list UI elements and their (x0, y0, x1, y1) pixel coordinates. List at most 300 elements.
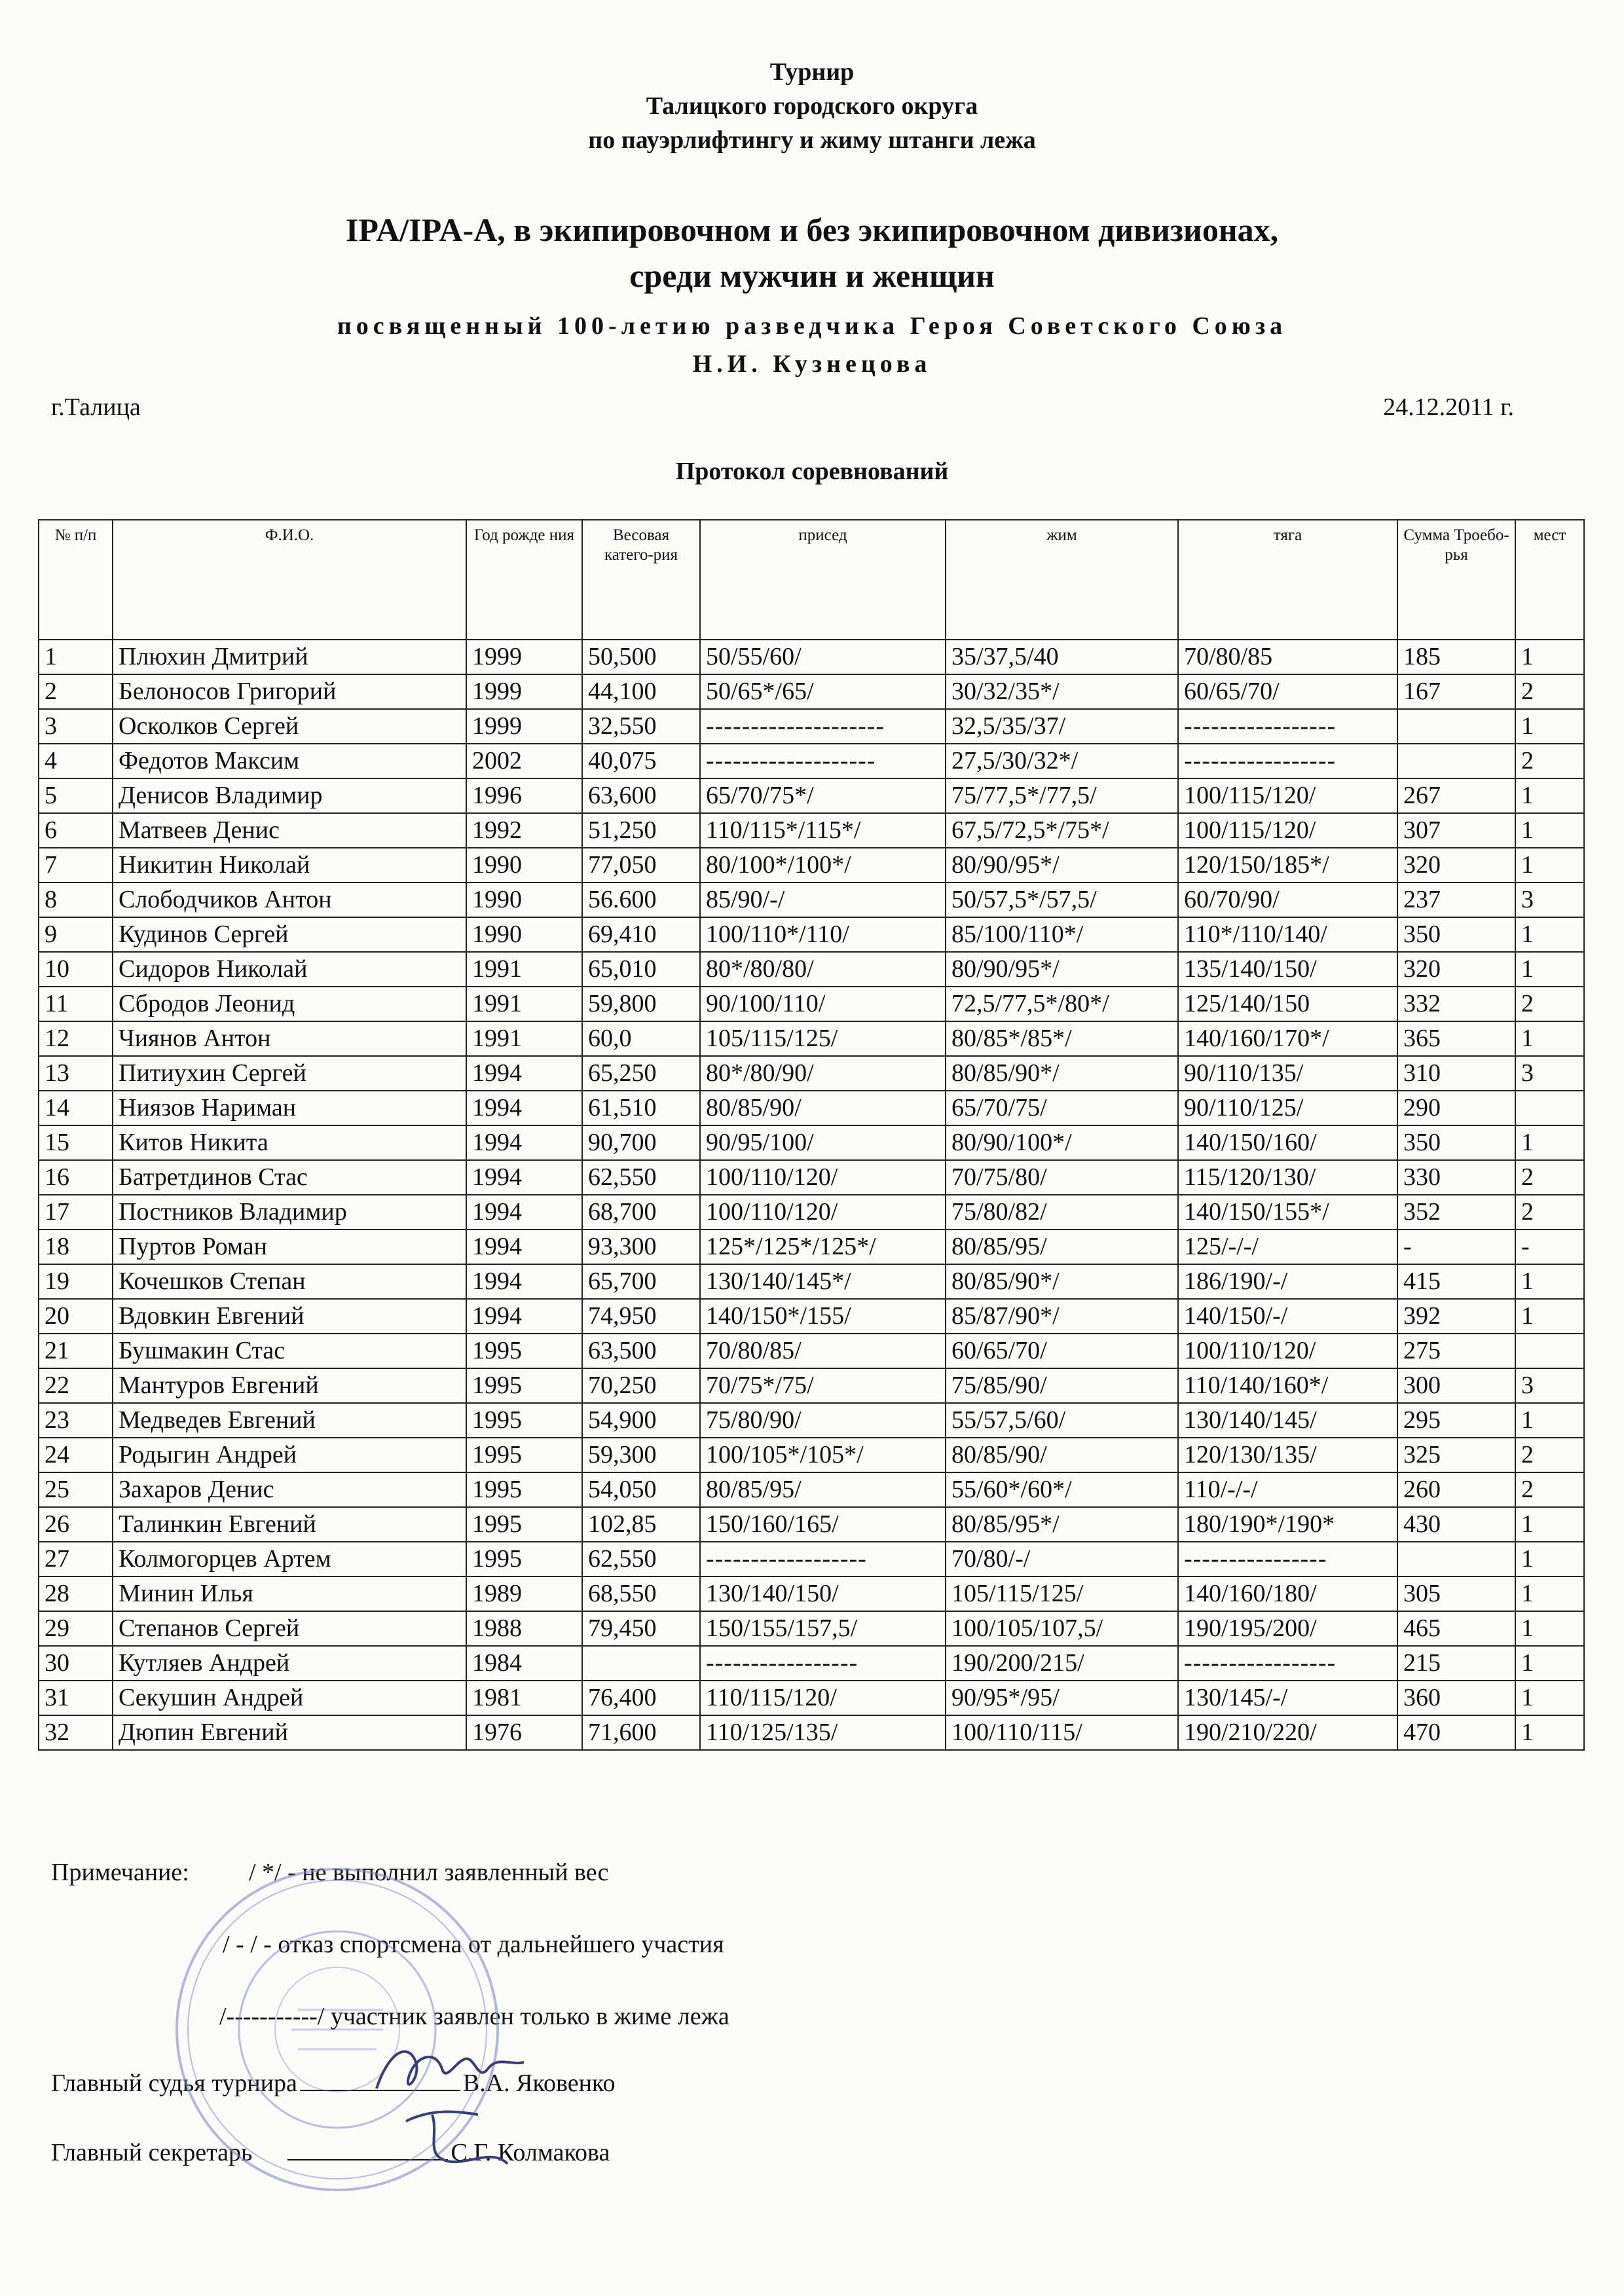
cell-bench: 80/85/95*/ (946, 1507, 1178, 1542)
header-line-1: Турнир (769, 58, 855, 86)
cell-number: 7 (39, 848, 113, 883)
cell-deadlift: 125/-/-/ (1178, 1230, 1397, 1264)
cell-total: 320 (1397, 848, 1515, 883)
cell-deadlift: 190/195/200/ (1178, 1611, 1397, 1646)
cell-place: 2 (1515, 1438, 1584, 1472)
cell-number: 22 (39, 1368, 113, 1403)
cell-number: 8 (39, 883, 113, 917)
cell-weight-class: 102,85 (582, 1507, 700, 1542)
cell-total: 215 (1397, 1646, 1515, 1681)
cell-place: 2 (1515, 987, 1584, 1021)
cell-squat: 85/90/-/ (700, 883, 946, 917)
table-row (39, 1681, 1584, 1715)
cell-deadlift: ----------------- (1178, 709, 1397, 744)
cell-squat: ----------------- (700, 1646, 946, 1681)
table-row (39, 813, 1584, 848)
table-row (39, 1403, 1584, 1438)
cell-total: 470 (1397, 1715, 1515, 1750)
note-failed-attempt: / */ - не выполнил заявленный вес (249, 1859, 609, 1886)
cell-place: 1 (1515, 1542, 1584, 1576)
cell-weight-class: 51,250 (582, 813, 700, 848)
cell-bench: 75/80/82/ (946, 1195, 1178, 1230)
cell-total: 237 (1397, 883, 1515, 917)
cell-number: 14 (39, 1091, 113, 1125)
cell-name: Медведев Евгений (113, 1403, 466, 1438)
cell-number: 15 (39, 1125, 113, 1160)
table-row (39, 778, 1584, 813)
cell-bench: 35/37,5/40 (946, 640, 1178, 674)
cell-weight-class: 68,700 (582, 1195, 700, 1230)
table-header-row (39, 520, 1584, 640)
cell-deadlift: ----------------- (1178, 1646, 1397, 1681)
cell-bench: 32,5/35/37/ (946, 709, 1178, 744)
cell-place: 1 (1515, 1715, 1584, 1750)
cell-number: 12 (39, 1021, 113, 1056)
cell-bench: 27,5/30/32*/ (946, 744, 1178, 778)
cell-birth-year: 1995 (466, 1438, 582, 1472)
cell-deadlift: ---------------- (1178, 1542, 1397, 1576)
cell-total: 185 (1397, 640, 1515, 674)
cell-number: 18 (39, 1230, 113, 1264)
cell-name: Степанов Сергей (113, 1611, 466, 1646)
cell-total: 332 (1397, 987, 1515, 1021)
col-header-weight-class: Весовая катего-рия (582, 520, 700, 640)
cell-squat: -------------------- (700, 709, 946, 744)
cell-total: 310 (1397, 1056, 1515, 1091)
cell-name: Постников Владимир (113, 1195, 466, 1230)
cell-place: 1 (1515, 1021, 1584, 1056)
table-row (39, 709, 1584, 744)
cell-squat: 90/100/110/ (700, 987, 946, 1021)
cell-deadlift: 135/140/150/ (1178, 952, 1397, 987)
cell-name: Ниязов Нариман (113, 1091, 466, 1125)
cell-squat: 150/160/165/ (700, 1507, 946, 1542)
cell-total: 365 (1397, 1021, 1515, 1056)
cell-name: Родыгин Андрей (113, 1438, 466, 1472)
cell-name: Никитин Николай (113, 848, 466, 883)
cell-squat: ------------------- (700, 744, 946, 778)
cell-squat: 80/85/90/ (700, 1091, 946, 1125)
cell-number: 3 (39, 709, 113, 744)
header-hero-name: Н.И. Кузнецова (692, 350, 932, 378)
cell-deadlift: 140/160/180/ (1178, 1576, 1397, 1611)
cell-squat: 110/115/120/ (700, 1681, 946, 1715)
cell-weight-class: 71,600 (582, 1715, 700, 1750)
cell-deadlift: 140/150/160/ (1178, 1125, 1397, 1160)
cell-deadlift: 190/210/220/ (1178, 1715, 1397, 1750)
cell-deadlift: 130/140/145/ (1178, 1403, 1397, 1438)
cell-place: 1 (1515, 1299, 1584, 1334)
cell-squat: 80/100*/100*/ (700, 848, 946, 883)
judge-name: В.А. Яковенко (462, 2069, 616, 2097)
cell-place: 1 (1515, 1264, 1584, 1299)
cell-bench: 75/77,5*/77,5/ (946, 778, 1178, 813)
cell-place: 1 (1515, 1125, 1584, 1160)
results-body (39, 640, 1584, 1750)
cell-name: Захаров Денис (113, 1472, 466, 1507)
secretary-signature-line (287, 2140, 448, 2160)
cell-place: 1 (1515, 952, 1584, 987)
cell-total: 325 (1397, 1438, 1515, 1472)
cell-birth-year: 1994 (466, 1230, 582, 1264)
cell-weight-class: 77,050 (582, 848, 700, 883)
table-row (39, 1334, 1584, 1368)
cell-weight-class: 68,550 (582, 1576, 700, 1611)
cell-name: Сбродов Леонид (113, 987, 466, 1021)
cell-bench: 55/60*/60*/ (946, 1472, 1178, 1507)
cell-total: 352 (1397, 1195, 1515, 1230)
secretary-name: С.Г. Колмакова (451, 2139, 610, 2166)
cell-birth-year: 1990 (466, 848, 582, 883)
cell-birth-year: 1991 (466, 1021, 582, 1056)
cell-name: Сидоров Николай (113, 952, 466, 987)
cell-place: 3 (1515, 1056, 1584, 1091)
cell-place: 3 (1515, 883, 1584, 917)
table-row (39, 1299, 1584, 1334)
col-header-bench: жим (946, 520, 1178, 640)
protocol-title: Протокол соревнований (675, 458, 949, 485)
cell-place (1515, 1334, 1584, 1368)
cell-birth-year: 1990 (466, 917, 582, 952)
cell-place: 2 (1515, 1195, 1584, 1230)
col-header-squat: присед (700, 520, 946, 640)
cell-name: Федотов Максим (113, 744, 466, 778)
cell-birth-year: 1981 (466, 1681, 582, 1715)
header-line-3: по пауэрлифтингу и жиму штанги лежа (588, 126, 1036, 154)
cell-place (1515, 1091, 1584, 1125)
cell-deadlift: 90/110/135/ (1178, 1056, 1397, 1091)
cell-total: 305 (1397, 1576, 1515, 1611)
cell-name: Слободчиков Антон (113, 883, 466, 917)
cell-name: Кочешков Степан (113, 1264, 466, 1299)
cell-squat: 100/110/120/ (700, 1195, 946, 1230)
cell-weight-class: 56.600 (582, 883, 700, 917)
col-header-total: Сумма Троебо-рья (1397, 520, 1515, 640)
cell-squat: 75/80/90/ (700, 1403, 946, 1438)
cell-deadlift: 140/150/-/ (1178, 1299, 1397, 1334)
cell-number: 4 (39, 744, 113, 778)
cell-bench: 80/85/95/ (946, 1230, 1178, 1264)
cell-total: 465 (1397, 1611, 1515, 1646)
cell-number: 11 (39, 987, 113, 1021)
cell-weight-class: 54,900 (582, 1403, 700, 1438)
city-label: г.Талица (51, 393, 141, 421)
cell-deadlift: 180/190*/190* (1178, 1507, 1397, 1542)
cell-squat: 110/125/135/ (700, 1715, 946, 1750)
cell-number: 13 (39, 1056, 113, 1091)
cell-name: Минин Илья (113, 1576, 466, 1611)
cell-deadlift: 140/150/155*/ (1178, 1195, 1397, 1230)
cell-squat: 110/115*/115*/ (700, 813, 946, 848)
cell-weight-class: 63,600 (582, 778, 700, 813)
cell-squat: 80/85/95/ (700, 1472, 946, 1507)
cell-weight-class: 32,550 (582, 709, 700, 744)
cell-total: 430 (1397, 1507, 1515, 1542)
cell-place: 1 (1515, 778, 1584, 813)
secretary-signature-row (51, 2138, 610, 2167)
cell-birth-year: 1995 (466, 1472, 582, 1507)
cell-number: 24 (39, 1438, 113, 1472)
cell-total: 290 (1397, 1091, 1515, 1125)
note-bench-only: /-----------/ участник заявлен только в жиме лежа (219, 2003, 729, 2030)
cell-deadlift: 70/80/85 (1178, 640, 1397, 674)
cell-weight-class: 76,400 (582, 1681, 700, 1715)
table-row (39, 1542, 1584, 1576)
cell-place: 1 (1515, 1611, 1584, 1646)
cell-squat: 80*/80/80/ (700, 952, 946, 987)
cell-total: 295 (1397, 1403, 1515, 1438)
table-row (39, 1091, 1584, 1125)
cell-birth-year: 1995 (466, 1368, 582, 1403)
table-row (39, 1195, 1584, 1230)
table-row (39, 987, 1584, 1021)
col-header-number: № п/п (39, 520, 113, 640)
cell-bench: 65/70/75/ (946, 1091, 1178, 1125)
cell-deadlift: 110*/110/140/ (1178, 917, 1397, 952)
cell-total: 415 (1397, 1264, 1515, 1299)
cell-weight-class: 54,050 (582, 1472, 700, 1507)
cell-squat: 100/110*/110/ (700, 917, 946, 952)
cell-name: Чиянов Антон (113, 1021, 466, 1056)
cell-squat: 125*/125*/125*/ (700, 1230, 946, 1264)
cell-name: Китов Никита (113, 1125, 466, 1160)
cell-birth-year: 1999 (466, 640, 582, 674)
cell-squat: 105/115/125/ (700, 1021, 946, 1056)
cell-deadlift: 60/70/90/ (1178, 883, 1397, 917)
cell-bench: 80/90/95*/ (946, 952, 1178, 987)
cell-total: 307 (1397, 813, 1515, 848)
cell-total (1397, 744, 1515, 778)
cell-squat: 150/155/157,5/ (700, 1611, 946, 1646)
cell-number: 17 (39, 1195, 113, 1230)
cell-name: Матвеев Денис (113, 813, 466, 848)
cell-name: Питиухин Сергей (113, 1056, 466, 1091)
cell-weight-class: 90,700 (582, 1125, 700, 1160)
cell-squat: 130/140/150/ (700, 1576, 946, 1611)
cell-place: 2 (1515, 744, 1584, 778)
cell-name: Осколков Сергей (113, 709, 466, 744)
cell-bench: 105/115/125/ (946, 1576, 1178, 1611)
cell-birth-year: 1989 (466, 1576, 582, 1611)
cell-number: 29 (39, 1611, 113, 1646)
table-row (39, 917, 1584, 952)
table-row (39, 1160, 1584, 1195)
judge-signature-line (300, 2070, 460, 2091)
cell-name: Вдовкин Евгений (113, 1299, 466, 1334)
cell-birth-year: 1995 (466, 1507, 582, 1542)
cell-total: 350 (1397, 917, 1515, 952)
table-row (39, 1056, 1584, 1091)
cell-birth-year: 1994 (466, 1160, 582, 1195)
judge-signature-row (51, 2069, 615, 2098)
cell-weight-class: 70,250 (582, 1368, 700, 1403)
cell-name: Кутляев Андрей (113, 1646, 466, 1681)
cell-bench: 75/85/90/ (946, 1368, 1178, 1403)
col-header-place: мест (1515, 520, 1584, 640)
cell-birth-year: 1995 (466, 1542, 582, 1576)
cell-squat: 50/65*/65/ (700, 674, 946, 709)
cell-bench: 70/75/80/ (946, 1160, 1178, 1195)
cell-weight-class: 59,300 (582, 1438, 700, 1472)
cell-squat: 65/70/75*/ (700, 778, 946, 813)
cell-weight-class: 63,500 (582, 1334, 700, 1368)
cell-bench: 190/200/215/ (946, 1646, 1178, 1681)
cell-bench: 100/105/107,5/ (946, 1611, 1178, 1646)
notes-label: Примечание: (51, 1859, 189, 1886)
cell-birth-year: 1994 (466, 1125, 582, 1160)
cell-bench: 55/57,5/60/ (946, 1403, 1178, 1438)
cell-number: 1 (39, 640, 113, 674)
cell-number: 19 (39, 1264, 113, 1299)
cell-birth-year: 1994 (466, 1299, 582, 1334)
cell-total: 267 (1397, 778, 1515, 813)
cell-name: Денисов Владимир (113, 778, 466, 813)
cell-birth-year: 1992 (466, 813, 582, 848)
cell-place: 1 (1515, 813, 1584, 848)
table-row (39, 674, 1584, 709)
table-row (39, 1438, 1584, 1472)
cell-bench: 80/85/90*/ (946, 1056, 1178, 1091)
cell-birth-year: 1995 (466, 1334, 582, 1368)
header-dedication: посвященный 100-летию разведчика Героя Советского Союза (337, 312, 1287, 340)
cell-deadlift: 130/145/-/ (1178, 1681, 1397, 1715)
cell-squat: ------------------ (700, 1542, 946, 1576)
cell-weight-class: 65,250 (582, 1056, 700, 1091)
table-row (39, 1576, 1584, 1611)
cell-weight-class: 93,300 (582, 1230, 700, 1264)
cell-bench: 80/85/90*/ (946, 1264, 1178, 1299)
cell-deadlift: 115/120/130/ (1178, 1160, 1397, 1195)
cell-deadlift: ----------------- (1178, 744, 1397, 778)
cell-weight-class: 59,800 (582, 987, 700, 1021)
header-line-2: Талицкого городского округа (646, 92, 978, 120)
cell-number: 2 (39, 674, 113, 709)
cell-place: 1 (1515, 917, 1584, 952)
cell-number: 27 (39, 1542, 113, 1576)
cell-number: 30 (39, 1646, 113, 1681)
cell-deadlift: 125/140/150 (1178, 987, 1397, 1021)
table-row (39, 1125, 1584, 1160)
cell-deadlift: 110/140/160*/ (1178, 1368, 1397, 1403)
cell-weight-class: 69,410 (582, 917, 700, 952)
cell-birth-year: 1984 (466, 1646, 582, 1681)
cell-squat: 140/150*/155/ (700, 1299, 946, 1334)
cell-place: 1 (1515, 1507, 1584, 1542)
cell-birth-year: 1991 (466, 952, 582, 987)
cell-bench: 100/110/115/ (946, 1715, 1178, 1750)
cell-weight-class: 62,550 (582, 1160, 700, 1195)
table-row (39, 1472, 1584, 1507)
cell-place: 1 (1515, 709, 1584, 744)
table-row (39, 848, 1584, 883)
cell-name: Дюпин Евгений (113, 1715, 466, 1750)
cell-total: 260 (1397, 1472, 1515, 1507)
cell-place: 1 (1515, 1403, 1584, 1438)
date-label: 24.12.2011 г. (1383, 393, 1514, 421)
cell-total (1397, 709, 1515, 744)
cell-name: Пуртов Роман (113, 1230, 466, 1264)
table-row (39, 1715, 1584, 1750)
cell-total (1397, 1542, 1515, 1576)
cell-bench: 90/95*/95/ (946, 1681, 1178, 1715)
cell-deadlift: 186/190/-/ (1178, 1264, 1397, 1299)
cell-place: 2 (1515, 1472, 1584, 1507)
cell-squat: 100/110/120/ (700, 1160, 946, 1195)
cell-number: 5 (39, 778, 113, 813)
cell-birth-year: 1995 (466, 1403, 582, 1438)
cell-name: Плюхин Дмитрий (113, 640, 466, 674)
cell-bench: 85/87/90*/ (946, 1299, 1178, 1334)
cell-number: 20 (39, 1299, 113, 1334)
cell-place: 1 (1515, 1681, 1584, 1715)
cell-birth-year: 1999 (466, 674, 582, 709)
note-withdrawal: / - / - отказ спортсмена от дальнейшего участия (223, 1931, 724, 1958)
cell-place: 1 (1515, 1646, 1584, 1681)
cell-birth-year: 1976 (466, 1715, 582, 1750)
cell-name: Колмогорцев Артем (113, 1542, 466, 1576)
cell-number: 16 (39, 1160, 113, 1195)
cell-birth-year: 2002 (466, 744, 582, 778)
cell-name: Секушин Андрей (113, 1681, 466, 1715)
table-row (39, 1611, 1584, 1646)
cell-weight-class: 44,100 (582, 674, 700, 709)
cell-squat: 130/140/145*/ (700, 1264, 946, 1299)
cell-number: 10 (39, 952, 113, 987)
cell-deadlift: 100/110/120/ (1178, 1334, 1397, 1368)
cell-deadlift: 100/115/120/ (1178, 778, 1397, 813)
table-row (39, 1646, 1584, 1681)
cell-bench: 50/57,5*/57,5/ (946, 883, 1178, 917)
cell-name: Батретдинов Стас (113, 1160, 466, 1195)
cell-bench: 85/100/110*/ (946, 917, 1178, 952)
cell-squat: 50/55/60/ (700, 640, 946, 674)
table-row (39, 952, 1584, 987)
cell-birth-year: 1999 (466, 709, 582, 744)
table-row (39, 1507, 1584, 1542)
cell-birth-year: 1994 (466, 1264, 582, 1299)
cell-place: 2 (1515, 1160, 1584, 1195)
cell-weight-class: 50,500 (582, 640, 700, 674)
cell-weight-class: 65,010 (582, 952, 700, 987)
cell-number: 23 (39, 1403, 113, 1438)
cell-number: 6 (39, 813, 113, 848)
col-header-birth-year: Год рожде ния (466, 520, 582, 640)
cell-birth-year: 1996 (466, 778, 582, 813)
header-line-4: IPA/IPA-A, в экипировочном и без экипировочном дивизионах, (345, 211, 1279, 248)
cell-deadlift: 120/150/185*/ (1178, 848, 1397, 883)
cell-deadlift: 100/115/120/ (1178, 813, 1397, 848)
cell-number: 26 (39, 1507, 113, 1542)
cell-weight-class (582, 1646, 700, 1681)
col-header-name: Ф.И.О. (113, 520, 466, 640)
cell-bench: 70/80/-/ (946, 1542, 1178, 1576)
cell-name: Белоносов Григорий (113, 674, 466, 709)
cell-deadlift: 110/-/-/ (1178, 1472, 1397, 1507)
results-table (38, 519, 1585, 1751)
cell-total: 360 (1397, 1681, 1515, 1715)
table-row (39, 1368, 1584, 1403)
cell-deadlift: 60/65/70/ (1178, 674, 1397, 709)
cell-name: Мантуров Евгений (113, 1368, 466, 1403)
cell-weight-class: 74,950 (582, 1299, 700, 1334)
secretary-label: Главный секретарь (51, 2139, 253, 2166)
cell-bench: 30/32/35*/ (946, 674, 1178, 709)
cell-bench: 67,5/72,5*/75*/ (946, 813, 1178, 848)
cell-name: Бушмакин Стас (113, 1334, 466, 1368)
cell-deadlift: 140/160/170*/ (1178, 1021, 1397, 1056)
table-row (39, 1264, 1584, 1299)
cell-name: Кудинов Сергей (113, 917, 466, 952)
